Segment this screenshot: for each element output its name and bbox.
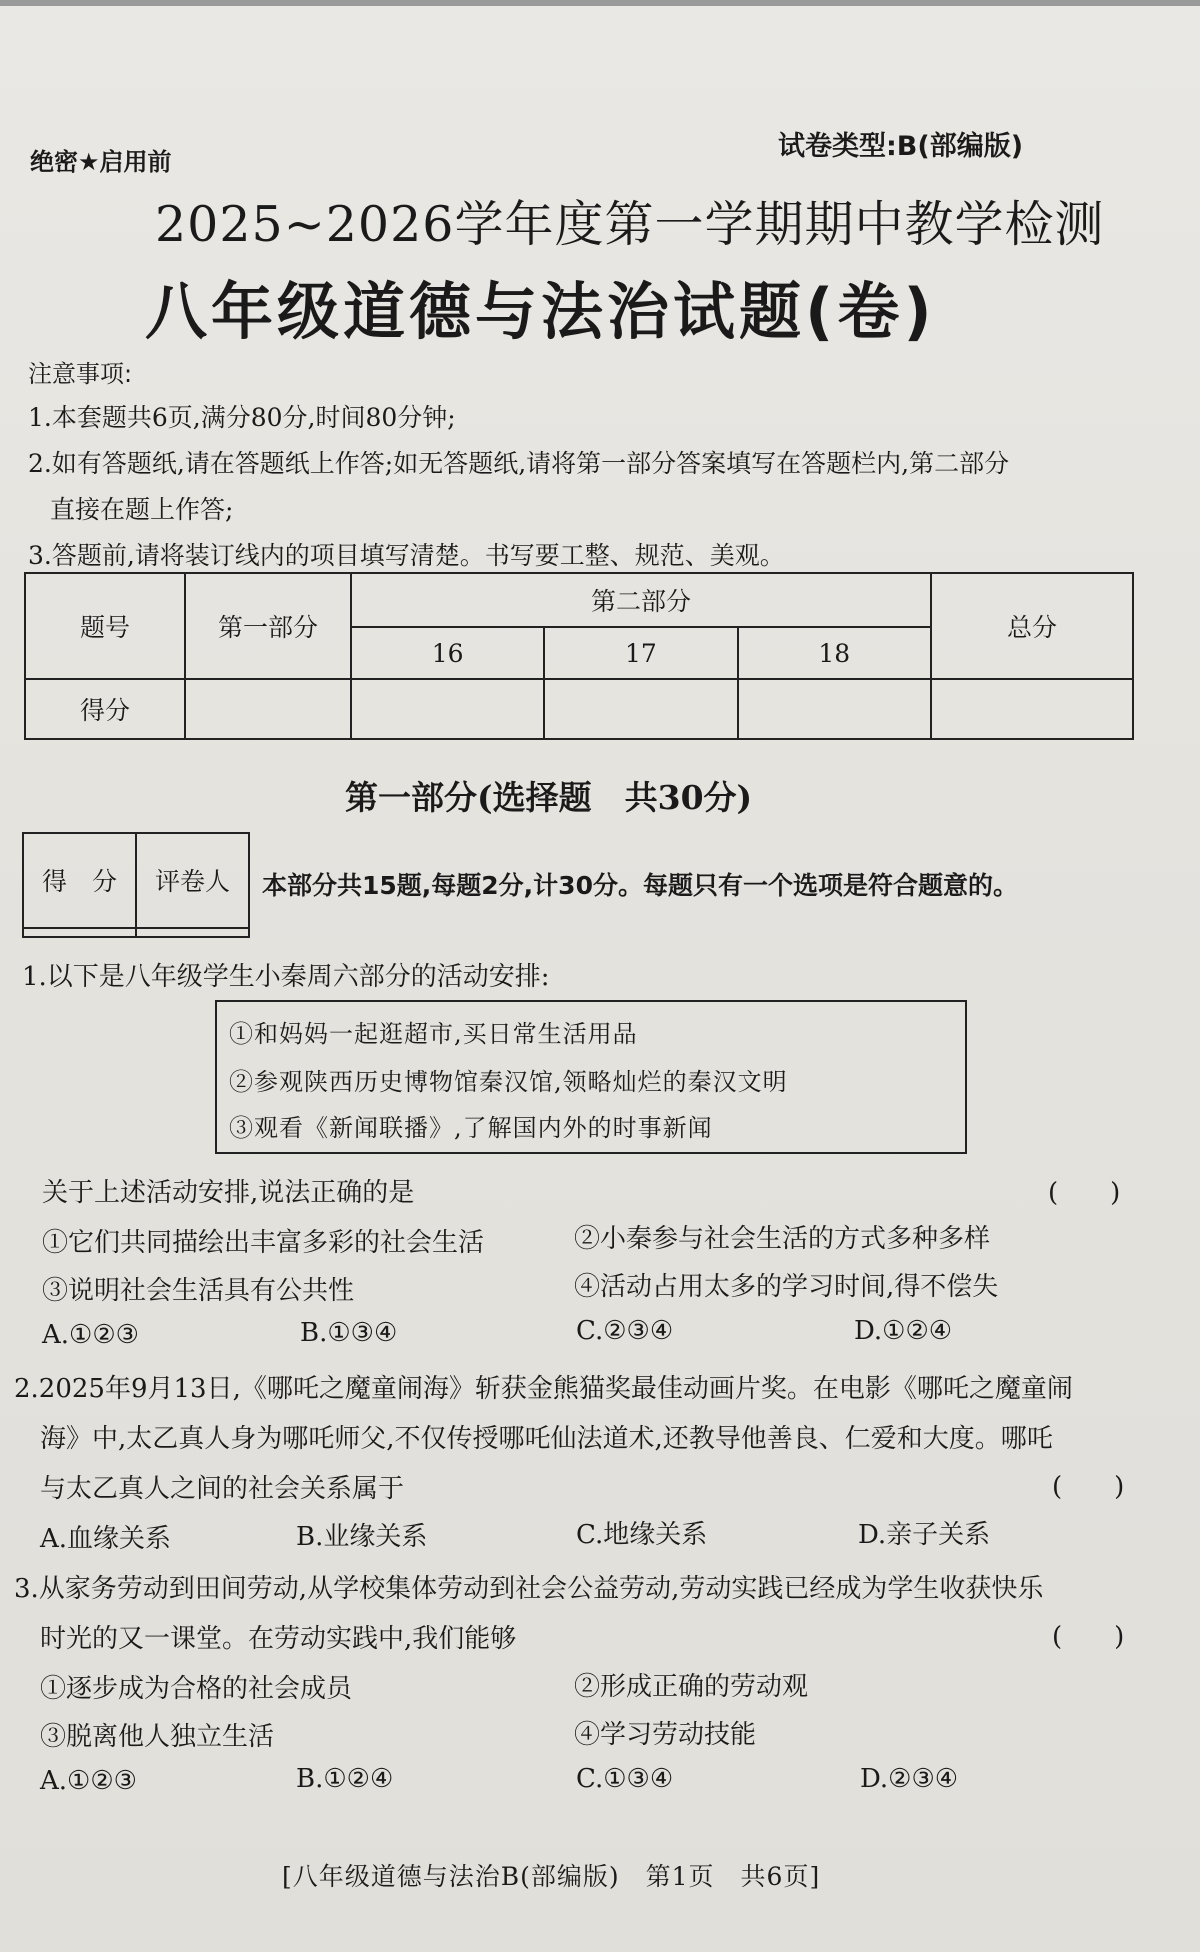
question-16-header: 16: [351, 627, 544, 679]
grader-table: [22, 832, 250, 938]
statement: ②形成正确的劳动观: [574, 1672, 809, 1702]
question-no-header: 题号: [25, 573, 185, 679]
question-18-header: 18: [738, 627, 931, 679]
question-2-line: 与太乙真人之间的社会关系属于: [40, 1474, 405, 1504]
notes-heading: 注意事项:: [28, 360, 133, 388]
score-table: [24, 572, 1134, 740]
option-d: D.②③④: [860, 1764, 959, 1794]
part1-header: 第一部分: [185, 573, 351, 679]
paper-type: 试卷类型:B(部编版): [778, 131, 1024, 162]
option-d: D.亲子关系: [858, 1520, 991, 1550]
answer-parentheses: ( ): [1052, 1622, 1125, 1652]
question-3-line: 3.从家务劳动到田间劳动,从学校集体劳动到社会公益劳动,劳动实践已经成为学生收获快乐: [14, 1574, 1044, 1604]
note-item: 3.答题前,请将装订线内的项目填写清楚。书写要工整、规范、美观。: [28, 541, 785, 570]
page-footer: [八年级道德与法治B(部编版) 第1页 共6页]: [282, 1862, 821, 1891]
statement: ④学习劳动技能: [574, 1720, 757, 1750]
statement: ①逐步成为合格的社会成员: [40, 1674, 353, 1704]
option-c: C.地缘关系: [576, 1520, 708, 1550]
part1-title: 第一部分(选择题 共30分): [345, 778, 753, 817]
option-a: A.①②③: [42, 1320, 139, 1350]
score-cell: [544, 679, 737, 739]
note-item: 直接在题上作答;: [50, 495, 234, 524]
option-c: C.①③④: [576, 1764, 674, 1794]
grader-score-label: 得 分: [23, 833, 136, 928]
question-1-prompt: 关于上述活动安排,说法正确的是: [42, 1178, 415, 1208]
activity-item: ②参观陕西历史博物馆秦汉馆,领略灿烂的秦汉文明: [229, 1068, 788, 1096]
grader-name-label: 评卷人: [136, 833, 249, 928]
note-item: 2.如有答题纸,请在答题纸上作答;如无答题纸,请将第一部分答案填写在答题栏内,第二部分: [28, 449, 1010, 478]
question-2-line: 2.2025年9月13日,《哪吒之魔童闹海》斩获金熊猫奖最佳动画片奖。在电影《哪吒之魔童闹: [14, 1374, 1073, 1404]
question-2-line: 海》中,太乙真人身为哪吒师父,不仅传授哪吒仙法道术,还教导他善良、仁爱和大度。哪吒: [40, 1424, 1053, 1454]
activity-item: ③观看《新闻联播》,了解国内外的时事新闻: [229, 1114, 713, 1142]
exam-title-line1: 2025~2026学年度第一学期期中教学检测: [155, 196, 1105, 253]
answer-parentheses: ( ): [1052, 1472, 1125, 1502]
option-a: A.血缘关系: [40, 1524, 172, 1554]
total-header: 总分: [931, 573, 1133, 679]
question-17-header: 17: [544, 627, 737, 679]
question-3-line: 时光的又一课堂。在劳动实践中,我们能够: [40, 1624, 517, 1654]
question-1-stem: 1.以下是八年级学生小秦周六部分的活动安排:: [22, 962, 550, 992]
score-cell: [351, 679, 544, 739]
note-item: 1.本套题共6页,满分80分,时间80分钟;: [28, 403, 456, 432]
activity-box: [215, 1000, 967, 1154]
page-top-edge: [0, 0, 1200, 6]
option-b: B.①③④: [300, 1318, 398, 1348]
answer-parentheses: ( ): [1048, 1178, 1121, 1208]
grader-name-cell: [136, 928, 249, 937]
score-row-label: 得分: [25, 679, 185, 739]
score-cell: [738, 679, 931, 739]
statement: ①它们共同描绘出丰富多彩的社会生活: [42, 1228, 485, 1258]
exam-title-line2: 八年级道德与法治试题(卷): [145, 275, 936, 348]
part2-header: 第二部分: [351, 573, 931, 627]
part1-instruction: 本部分共15题,每题2分,计30分。每题只有一个选项是符合题意的。: [262, 871, 1018, 900]
option-c: C.②③④: [576, 1316, 674, 1346]
statement: ③脱离他人独立生活: [40, 1722, 275, 1752]
score-cell: [185, 679, 351, 739]
score-cell: [931, 679, 1133, 739]
option-b: B.业缘关系: [296, 1522, 428, 1552]
grader-score-cell: [23, 928, 136, 937]
statement: ②小秦参与社会生活的方式多种多样: [574, 1224, 991, 1254]
option-d: D.①②④: [854, 1316, 953, 1346]
activity-item: ①和妈妈一起逛超市,买日常生活用品: [229, 1020, 638, 1048]
option-b: B.①②④: [296, 1764, 394, 1794]
secret-label: 绝密★启用前: [30, 148, 172, 176]
statement: ③说明社会生活具有公共性: [42, 1276, 355, 1306]
statement: ④活动占用太多的学习时间,得不偿失: [574, 1272, 999, 1302]
option-a: A.①②③: [40, 1766, 137, 1796]
